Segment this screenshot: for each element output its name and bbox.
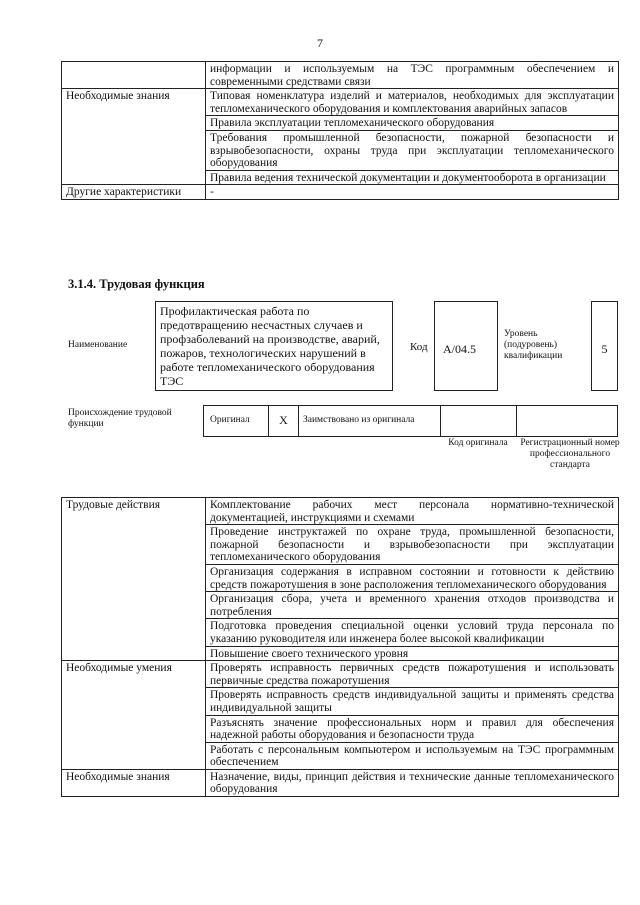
table-row: [62, 62, 619, 89]
table-cell: Разъяснять значение профессиональных норм и правил для обеспечения надежной работы оборудования и безопасности труда: [206, 715, 619, 742]
level-label: Уровень (подуровень) квалификации: [504, 329, 563, 361]
table-cell: Требования промышленной безопасности, пожарной безопасности и взрывобезопасности, охраны труда при эксплуатации тепломеханического оборудования: [206, 130, 619, 170]
table-row: [62, 498, 619, 525]
function-name-box: Профилактическая работа по предотвращению несчастных случаев и профзаболеваний на производстве, аварий, пожаров, технологических нарушений в работе тепломеханического оборудования ТЭС: [155, 301, 393, 391]
code-label: Код: [410, 341, 428, 353]
table-cell: Работать с персональным компьютером и используемым на ТЭС программным обеспечением: [206, 742, 619, 769]
row-label: Необходимые знания: [62, 769, 206, 796]
table-row: [62, 185, 619, 200]
table-cell: -: [206, 185, 619, 200]
table-cell: Повышение своего технического уровня: [206, 646, 619, 661]
row-label: Необходимые знания: [62, 89, 206, 185]
table-cell: Комплектование рабочих мест персонала нормативно-технической документацией, инструкциями и схемами: [206, 498, 619, 525]
main-table: [61, 497, 619, 797]
table-cell: Организация сбора, учета и временного хранения отходов производства и потребления: [206, 592, 619, 619]
table-cell: Организация содержания в исправном состоянии и готовности к действию средств пожаротушения в зоне расположения тепломеханического оборудования: [206, 564, 619, 591]
code-original-cell: [440, 405, 517, 437]
level-box: 5: [591, 301, 618, 391]
reg-number-cell: [516, 405, 618, 437]
table-cell: Проведение инструктажей по охране труда, промышленной безопасности, пожарной безопасности и взрывобезопасности при эксплуатации тепломеханического оборудования: [206, 525, 619, 565]
original-mark: X: [268, 405, 299, 437]
top-table: [61, 61, 619, 200]
code-box: A/04.5: [434, 301, 498, 391]
code-original-caption: Код оригинала: [448, 438, 508, 448]
table-cell: информации и используемым на ТЭС программным обеспечением и современными средствами связи: [206, 62, 619, 89]
table-row: [62, 661, 619, 688]
row-label: Необходимые умения: [62, 661, 206, 770]
table-cell: Проверять исправность первичных средств пожаротушения и использовать первичные средства пожаротушения: [206, 661, 619, 688]
table-row: [62, 89, 619, 116]
row-label: Другие характеристики: [62, 185, 206, 200]
table-cell: Правила эксплуатации тепломеханического оборудования: [206, 116, 619, 131]
original-label: Оригинал: [203, 405, 269, 437]
table-cell: Типовая номенклатура изделий и материалов, необходимых для эксплуатации тепломеханического оборудования и комплектования аварийных запасов: [206, 89, 619, 116]
table-cell: Правила ведения технической документации и документооборота в организации: [206, 170, 619, 185]
origin-row: [203, 405, 618, 437]
reg-number-caption: Регистрационный номер профессионального стандарта: [520, 438, 620, 470]
table-cell: Проверять исправность средств индивидуальной защиты и применять средства индивидуальной защиты: [206, 688, 619, 715]
row-label: Трудовые действия: [62, 498, 206, 661]
table-row: [62, 769, 619, 796]
name-label: Наименование: [68, 340, 128, 350]
table-cell: Назначение, виды, принцип действия и технические данные тепломеханического оборудования: [206, 769, 619, 796]
origin-label: Происхождение трудовой функции: [68, 408, 172, 429]
table-cell: Подготовка проведения специальной оценки условий труда персонала по указанию руководителя или инженера более высокой квалификации: [206, 619, 619, 646]
borrowed-label: Заимствовано из оригинала: [298, 405, 441, 437]
page-number: 7: [317, 36, 323, 50]
row-label: [62, 62, 206, 89]
section-title: 3.1.4. Трудовая функция: [68, 277, 205, 291]
